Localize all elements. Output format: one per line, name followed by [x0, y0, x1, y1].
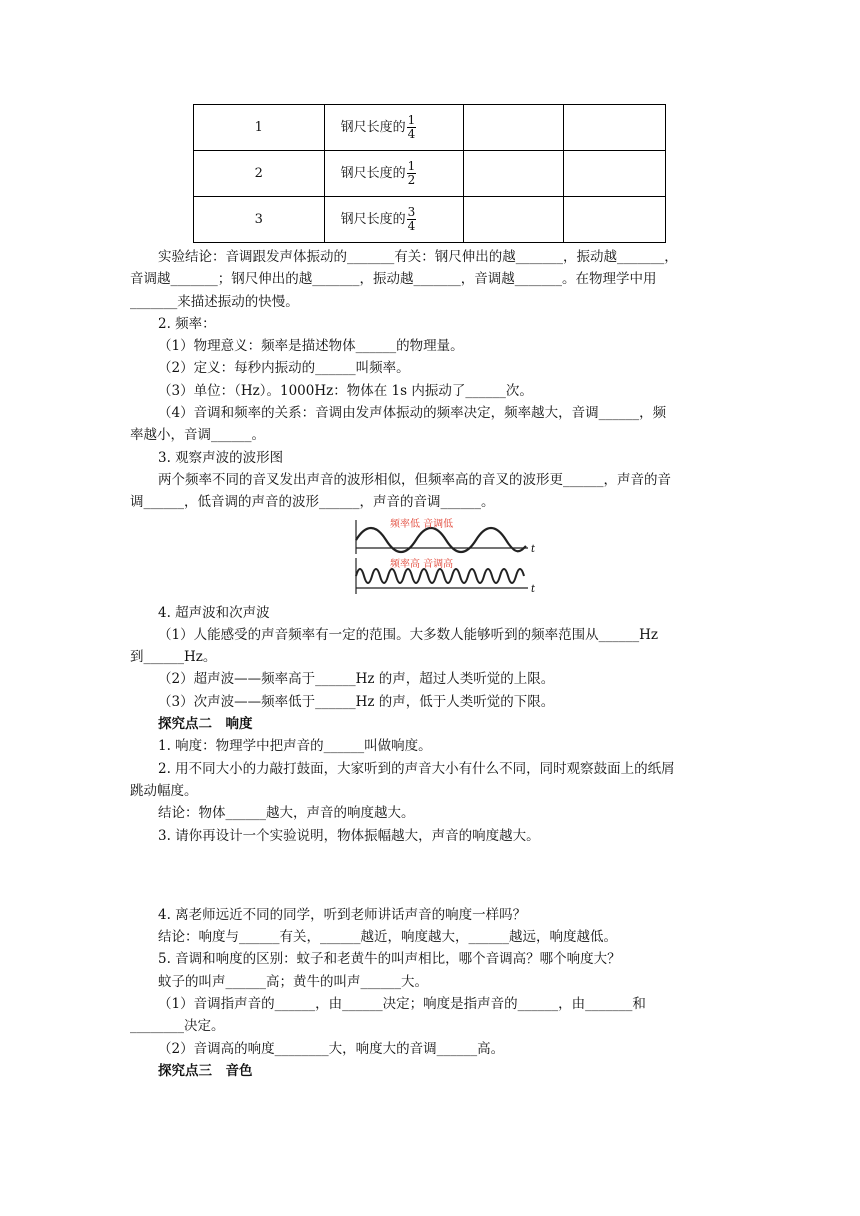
fraction: $\frac{1}{2}$ — [407, 159, 416, 187]
text-line: 率越小，音调______。 — [130, 427, 265, 444]
high-frequency-wave — [356, 569, 524, 583]
length-cell: 钢尺长度的 $\frac{1}{2}$ — [324, 151, 463, 197]
wave-label-low: 频率低 音调低 — [390, 518, 454, 530]
empty-cell — [463, 197, 564, 243]
body-text — [130, 246, 732, 1082]
text-line: 5. 音调和响度的区别：蚊子和老黄牛的叫声相比，哪个音调高？哪个响度大？ — [158, 951, 621, 968]
text-line: （4）音调和频率的关系：音调由发声体振动的频率决定，频率越大，音调______，频 — [158, 405, 667, 422]
empty-cell — [564, 197, 666, 243]
text-line: 结论：响度与______有关，______越近，响度越大，______越远，响度越低。 — [158, 929, 617, 946]
waveform-figure — [350, 518, 540, 598]
text-line: 蚊子的叫声______高；黄牛的叫声______大。 — [158, 973, 428, 990]
empty-cell — [463, 151, 564, 197]
section-heading: 2. 频率： — [158, 315, 216, 332]
row-number: 3 — [194, 197, 325, 243]
answer-space — [130, 847, 732, 904]
text-line: （1）物理意义：频率是描述物体______的物理量。 — [158, 338, 464, 355]
text-line: 两个频率不同的音叉发出声音的波形相似，但频率高的音叉的波形更______，声音的音 — [158, 471, 671, 488]
text-line: 2. 用不同大小的力敲打鼓面，大家听到的声音大小有什么不同，同时观察鼓面上的纸屑 — [158, 760, 675, 777]
wave-label-high: 频率高 音调高 — [390, 558, 454, 570]
conclusion-line: 实验结论：音调跟发声体振动的_______有关：钢尺伸出的越_______，振动越_______， — [158, 249, 678, 265]
text-line: （3）单位：（Hz）。1000Hz：物体在 1s 内振动了______次。 — [158, 382, 533, 399]
section-title: 探究点三 音色 — [158, 1062, 253, 1079]
length-cell: 钢尺长度的 $\frac{1}{4}$ — [324, 105, 463, 151]
text-line: （3）次声波——频率低于______Hz 的声，低于人类听觉的下限。 — [158, 693, 555, 710]
section-heading: 4. 超声波和次声波 — [158, 604, 270, 621]
row-number: 2 — [194, 151, 325, 197]
text-line: （2）音调高的响度________大，响度大的音调______高。 — [158, 1040, 505, 1057]
fraction: $\frac{1}{4}$ — [407, 113, 416, 141]
conclusion-line: 音调越_______；钢尺伸出的越_______，振动越_______，音调越_______。在物理学中用 — [130, 271, 657, 288]
text-line: （1）人能感受的声音频率有一定的范围。大多数人能够听到的频率范围从______Hz — [158, 626, 658, 643]
text-line: 3. 请你再设计一个实验说明，物体振幅越大，声音的响度越大。 — [158, 827, 540, 844]
axis-label-t: t — [531, 583, 536, 595]
empty-cell — [463, 105, 564, 151]
length-cell: 钢尺长度的 $\frac{3}{4}$ — [324, 197, 463, 243]
axis-label-t: t — [531, 543, 536, 555]
section-title: 探究点二 响度 — [158, 716, 253, 733]
text-line: 到______Hz。 — [130, 649, 217, 666]
text-line: 跳动幅度。 — [130, 782, 198, 799]
table-row — [194, 105, 666, 151]
text-line: （2）定义：每秒内振动的______叫频率。 — [158, 360, 410, 377]
text-line: （1）音调指声音的______，由______决定；响度是指声音的______，由_______和 — [158, 996, 646, 1013]
text-line: 调______，低音调的声音的波形______，声音的音调______。 — [130, 494, 495, 511]
conclusion-line: _______来描述振动的快慢。 — [130, 293, 299, 310]
experiment-table — [193, 104, 666, 243]
empty-cell — [564, 105, 666, 151]
fraction: $\frac{3}{4}$ — [407, 205, 416, 233]
section-heading: 3. 观察声波的波形图 — [158, 449, 284, 466]
text-line: 4. 离老师远近不同的同学，听到老师讲话声音的响度一样吗？ — [158, 906, 527, 923]
table-row — [194, 197, 666, 243]
text-line: ________决定。 — [130, 1018, 225, 1035]
text-line: （2）超声波——频率高于______Hz 的声，超过人类听觉的上限。 — [158, 671, 555, 688]
empty-cell — [564, 151, 666, 197]
text-line: 结论：物体______越大，声音的响度越大。 — [158, 805, 415, 822]
table-row — [194, 151, 666, 197]
text-line: 1. 响度：物理学中把声音的______叫做响度。 — [158, 738, 432, 755]
row-number: 1 — [194, 105, 325, 151]
